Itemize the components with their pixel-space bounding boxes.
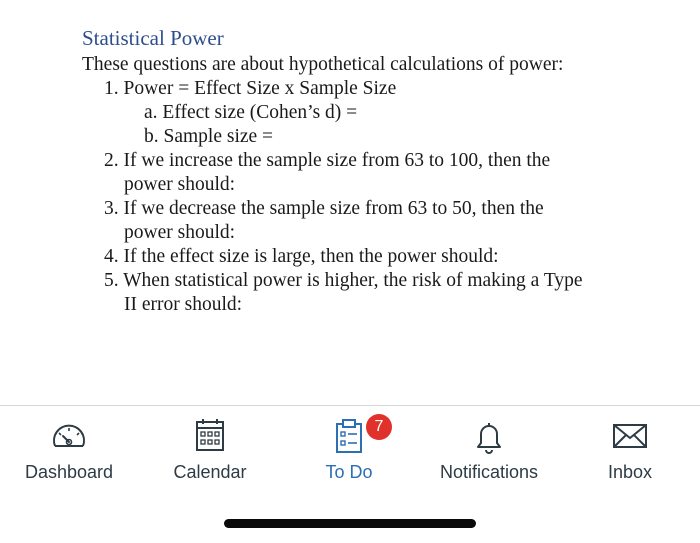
question-item: 1. Power = Effect Size x Sample Size	[104, 78, 397, 99]
envelope-icon	[610, 416, 650, 456]
question-title: Statistical Power	[82, 26, 224, 50]
tab-label: Calendar	[173, 462, 247, 482]
todo-clipboard-icon	[329, 416, 369, 456]
question-item: 3. If we decrease the sample size from 63 to 50, then the	[104, 198, 544, 219]
home-indicator[interactable]	[224, 519, 476, 528]
tab-notifications[interactable]	[428, 406, 550, 506]
tab-dashboard[interactable]	[14, 406, 124, 506]
tab-todo[interactable]	[304, 406, 394, 506]
question-item: 4. If the effect size is large, then the power should:	[104, 246, 499, 267]
calendar-icon	[190, 416, 230, 456]
dashboard-gauge-icon	[49, 416, 89, 456]
question-subitem: b. Sample size =	[144, 126, 274, 147]
tab-inbox[interactable]	[590, 406, 670, 506]
question-item: 5. When statistical power is higher, the risk of making a Type	[104, 270, 583, 291]
question-intro: These questions are about hypothetical calculations of power:	[82, 54, 564, 75]
tab-label: Dashboard	[24, 462, 114, 482]
bell-icon	[469, 416, 509, 456]
tab-label: Notifications	[439, 462, 539, 482]
question-subitem: a. Effect size (Cohen’s d) =	[144, 102, 358, 123]
tab-label: Inbox	[607, 462, 653, 482]
question-item-continuation: power should:	[124, 174, 236, 195]
question-item-continuation: II error should:	[124, 294, 243, 315]
tab-calendar[interactable]	[160, 406, 260, 506]
question-item-continuation: power should:	[124, 222, 236, 243]
tab-label: To Do	[325, 462, 373, 482]
todo-count-badge: 7	[366, 414, 392, 440]
question-item: 2. If we increase the sample size from 63 to 100, then the	[104, 150, 551, 171]
